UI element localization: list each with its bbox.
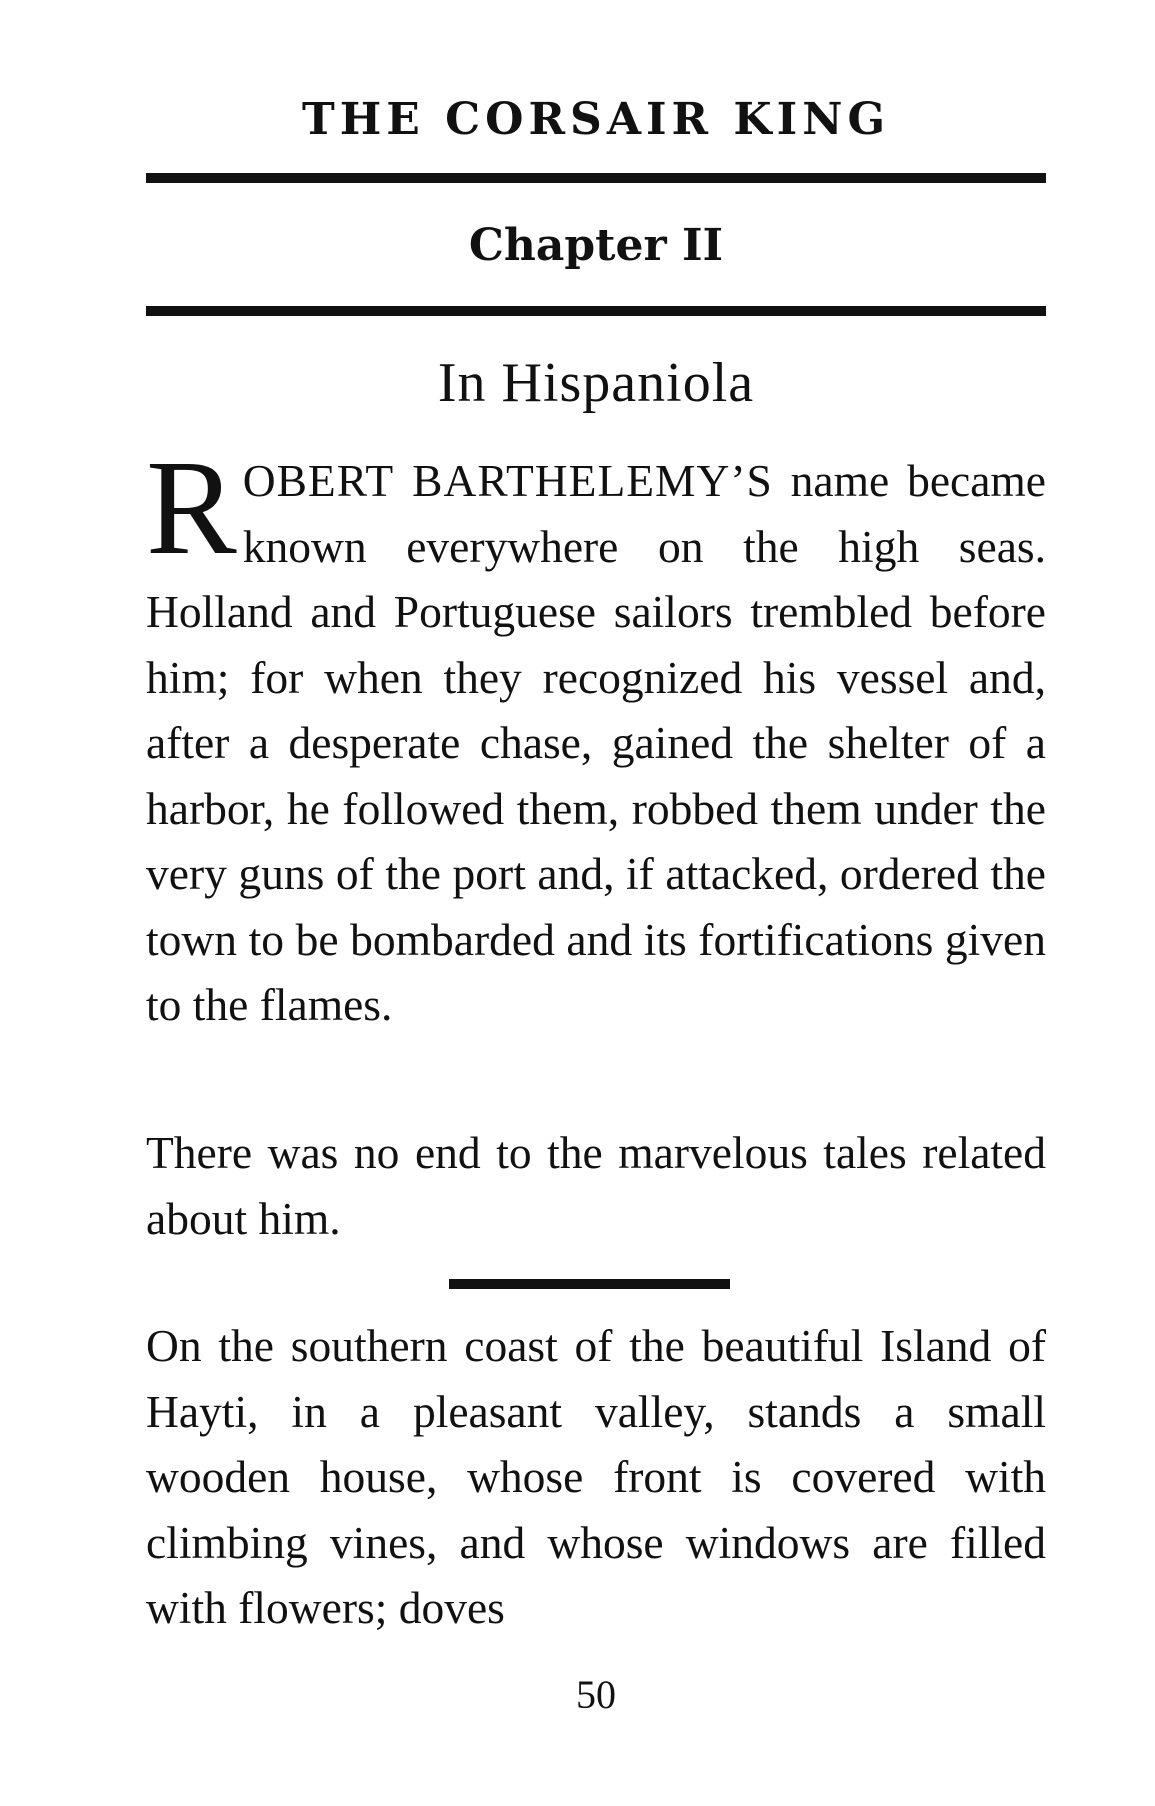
header-rule <box>146 173 1046 183</box>
paragraph-second: There was no end to the marvelous tales related about him. <box>146 1127 1046 1244</box>
section-break-rule <box>449 1279 730 1289</box>
chapter-rule <box>146 306 1046 316</box>
chapter-heading: Chapter II <box>468 220 724 271</box>
paragraph-opening <box>146 433 1047 1038</box>
drop-cap: R <box>146 433 237 583</box>
paragraph-lead: OBERT BARTHELEMY’S <box>242 455 773 506</box>
chapter-title: In Hispaniola <box>437 352 755 414</box>
paragraph-third: On the southern coast of the beautiful Island of Hayti, in a pleasant valley, stands a small wooden house, whose front is covered with climbing vines, and whose windows are filled with flowers; doves <box>146 1320 1046 1633</box>
running-head: THE CORSAIR KING <box>301 94 891 145</box>
page-number: 50 <box>576 1672 616 1717</box>
paragraph-opening-text: name became known everywhere on the high seas. Holland and Portuguese sailors trembled before him; for when they recognized his vessel and, after a desperate chase, gained the shelter of a harbor, he followed them, robbed them under the very guns of the port and, if attacked, ordered the town to be bombarded and its fortifications given to the flames. <box>146 455 1047 1030</box>
